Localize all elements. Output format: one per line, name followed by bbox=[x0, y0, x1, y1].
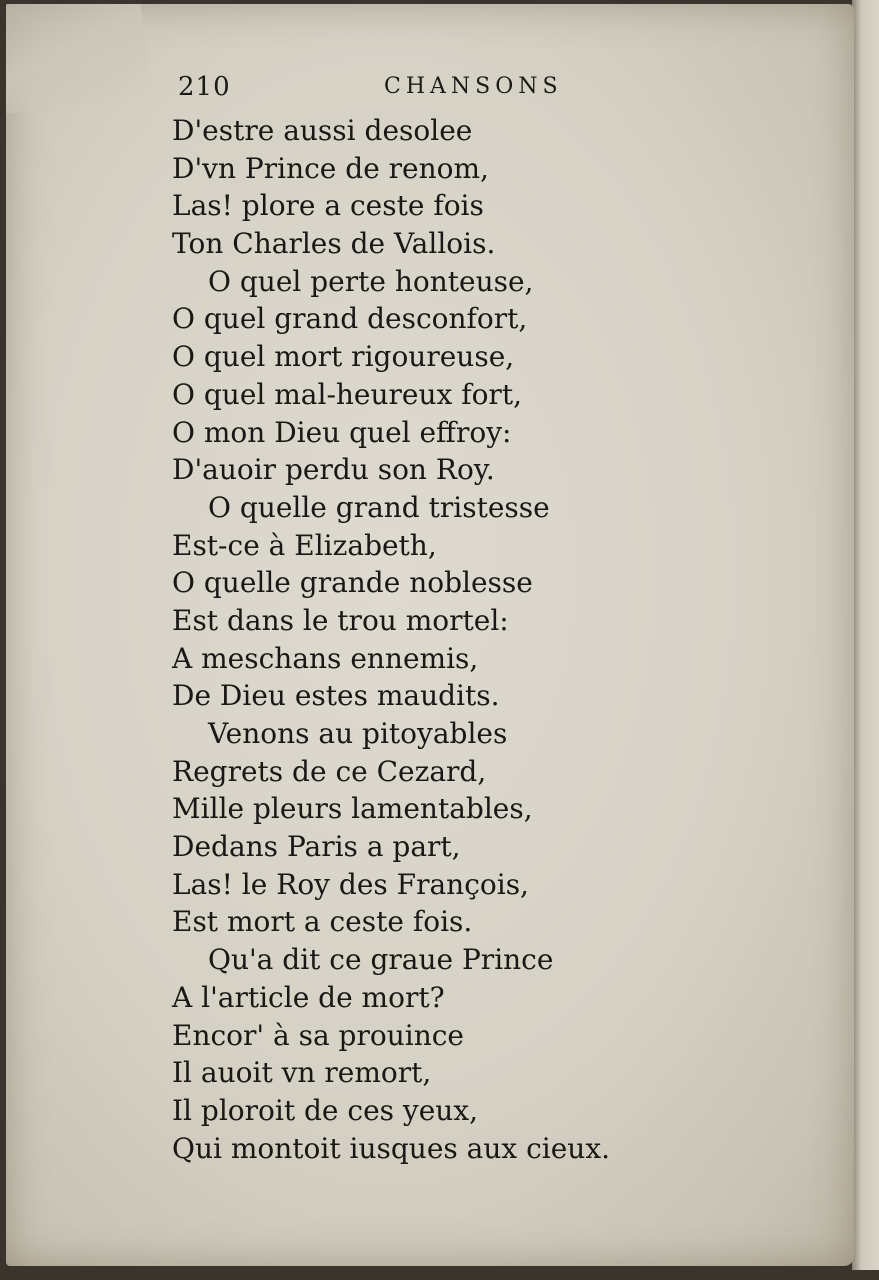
verse-line: O quel mal-heureux fort, bbox=[172, 377, 522, 411]
verse-line: Est dans le trou mortel: bbox=[172, 603, 509, 637]
verse-line: Regrets de ce Cezard, bbox=[172, 754, 487, 788]
verse-line: De Dieu estes maudits. bbox=[172, 679, 500, 713]
verse-line: A meschans ennemis, bbox=[172, 641, 479, 675]
worn-corner bbox=[6, 4, 153, 114]
page-header bbox=[178, 72, 608, 108]
verse-line: O quel grand desconfort, bbox=[172, 302, 528, 336]
verse-line: D'auoir perdu son Roy. bbox=[172, 453, 495, 487]
verse-line: Venons au pitoyables bbox=[208, 717, 508, 750]
page-number: 210 bbox=[178, 72, 231, 102]
verse-line: O quel mort rigoureuse, bbox=[172, 340, 515, 374]
verse-line: Il auoit vn remort, bbox=[172, 1056, 432, 1090]
verse-line: Las! plore a ceste fois bbox=[172, 189, 484, 223]
verse-line: Mille pleurs lamentables, bbox=[172, 792, 533, 826]
verse-line: Il ploroit de ces yeux, bbox=[172, 1093, 479, 1127]
verse-line: O mon Dieu quel effroy: bbox=[172, 415, 512, 449]
verse-line: D'estre aussi desolee bbox=[172, 114, 473, 147]
verse-line: Las! le Roy des François, bbox=[172, 867, 529, 901]
verse-block bbox=[172, 112, 672, 1167]
verse-line: Est-ce à Elizabeth, bbox=[172, 528, 437, 562]
verse-line: Dedans Paris a part, bbox=[172, 830, 461, 864]
verse-line: O quelle grande noblesse bbox=[172, 566, 533, 600]
verse-line: O quel perte honteuse, bbox=[208, 264, 534, 298]
verse-line: O quelle grand tristesse bbox=[208, 490, 550, 524]
verse-line: Est mort a ceste fois. bbox=[172, 905, 473, 939]
verse-line: Encor' à sa prouince bbox=[172, 1018, 464, 1052]
verse-line: Ton Charles de Vallois. bbox=[172, 227, 496, 261]
running-title: CHANSONS bbox=[384, 74, 563, 99]
facing-page-edge bbox=[852, 0, 879, 1270]
verse-line: Qu'a dit ce graue Prince bbox=[208, 943, 554, 977]
verse-line: D'vn Prince de renom, bbox=[172, 151, 489, 185]
verse-line: Qui montoit iusques aux cieux. bbox=[172, 1131, 611, 1165]
verse-line: A l'article de mort? bbox=[172, 980, 445, 1014]
